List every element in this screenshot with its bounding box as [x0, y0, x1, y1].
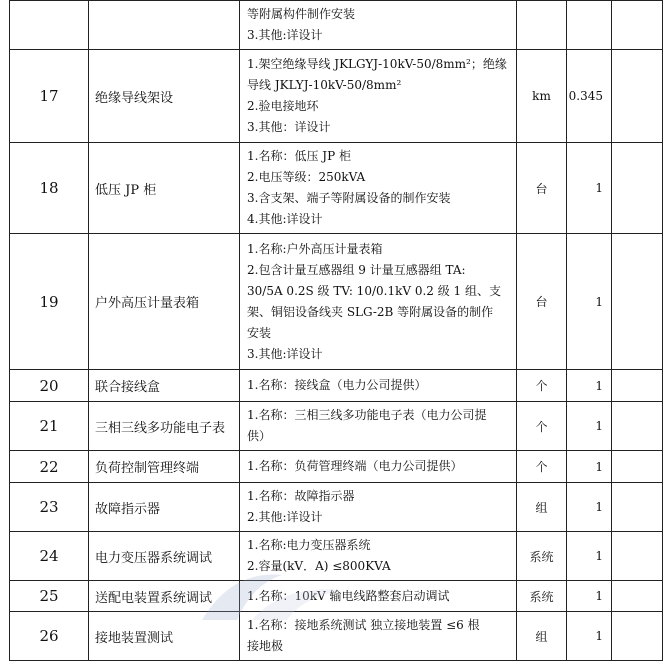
description-line: 1.名称：接线盒（电力公司提供）	[247, 378, 427, 392]
empty-cell	[612, 612, 663, 661]
item-unit: 台	[517, 143, 567, 234]
item-unit: 个	[517, 451, 567, 483]
item-name: 绝缘导线架设	[89, 50, 240, 143]
description-line: 1.名称：接地系统测试 独立接地装置 ≤6 根	[247, 618, 480, 632]
empty-cell	[612, 402, 663, 451]
item-number: 24	[10, 532, 89, 581]
description-line: 3.其他:详设计	[247, 28, 323, 42]
item-number: 23	[10, 483, 89, 532]
description-line: 1.名称：负荷管理终端（电力公司提供）	[247, 459, 463, 473]
table-row	[10, 50, 663, 143]
item-description	[240, 402, 517, 451]
item-quantity: 1	[567, 234, 612, 370]
item-unit: 系统	[517, 532, 567, 581]
table-row	[10, 532, 663, 581]
item-quantity: 1	[567, 143, 612, 234]
description-line: 3.含支架、端子等附属设备的制作安装	[247, 191, 451, 205]
table-row	[10, 483, 663, 532]
description-line: 1.名称：10kV 输电线路整套启动调试	[247, 588, 450, 603]
item-number: 19	[10, 234, 89, 370]
item-quantity: 1	[567, 451, 612, 483]
table-row	[10, 1, 663, 50]
item-name: 故障指示器	[89, 483, 240, 532]
empty-cell	[612, 234, 663, 370]
bill-of-quantities-table	[9, 0, 663, 661]
item-name	[89, 1, 240, 50]
description-line: 2.容量(kV．A) ≤800KVA	[247, 559, 391, 573]
item-name: 三相三线多功能电子表	[89, 402, 240, 451]
table-row	[10, 451, 663, 483]
item-description	[240, 483, 517, 532]
empty-cell	[612, 1, 663, 50]
empty-cell	[612, 143, 663, 234]
item-unit: 系统	[517, 581, 567, 612]
table-body	[10, 1, 663, 661]
description-line: 2.包含计量互感器组 9 计量互感器组 TA:	[247, 262, 466, 277]
description-line: 2.验电接地环	[247, 99, 319, 113]
description-line: 3.其他:详设计	[247, 346, 323, 361]
item-description	[240, 451, 517, 483]
item-name: 联合接线盒	[89, 370, 240, 402]
item-quantity: 1	[567, 370, 612, 402]
item-number	[10, 1, 89, 50]
item-quantity: 0.345	[567, 50, 612, 143]
item-description	[240, 1, 517, 50]
table-row	[10, 402, 663, 451]
item-description	[240, 532, 517, 581]
item-unit	[517, 1, 567, 50]
description-line: 等附属构件制作安装	[247, 7, 356, 21]
item-quantity: 1	[567, 612, 612, 661]
empty-cell	[612, 451, 663, 483]
description-line: 架、铜铝设备线夹 SLG-2B 等附属设备的制作	[247, 304, 494, 319]
item-number: 20	[10, 370, 89, 402]
item-description	[240, 234, 517, 370]
item-description	[240, 581, 517, 612]
empty-cell	[612, 581, 663, 612]
description-line: 1.名称：低压 JP 柜	[247, 149, 351, 163]
item-unit: 组	[517, 483, 567, 532]
item-number: 22	[10, 451, 89, 483]
item-description	[240, 612, 517, 661]
item-quantity: 1	[567, 402, 612, 451]
item-quantity: 1	[567, 581, 612, 612]
item-description	[240, 50, 517, 143]
item-description	[240, 370, 517, 402]
description-line: 安装	[247, 325, 272, 340]
item-name: 电力变压器系统调试	[89, 532, 240, 581]
description-line: 1.架空绝缘导线 JKLGYJ-10kV-50/8mm²；绝缘	[247, 57, 507, 71]
item-number: 17	[10, 50, 89, 143]
empty-cell	[612, 532, 663, 581]
item-description	[240, 143, 517, 234]
item-name: 户外高压计量表箱	[89, 234, 240, 370]
item-number: 18	[10, 143, 89, 234]
description-line: 30/5A 0.2S 级 TV: 10/0.1kV 0.2 级 1 组、支	[247, 283, 501, 298]
item-name: 负荷控制管理终端	[89, 451, 240, 483]
description-line: 4.其他:详设计	[247, 212, 323, 226]
description-line: 2.电压等级：250kVA	[247, 170, 366, 184]
empty-cell	[612, 370, 663, 402]
item-number: 25	[10, 581, 89, 612]
table-row	[10, 581, 663, 612]
item-name: 接地装置测试	[89, 612, 240, 661]
description-line: 1.名称：三相三线多功能电子表（电力公司提	[247, 408, 487, 422]
table-row	[10, 143, 663, 234]
item-number: 26	[10, 612, 89, 661]
empty-cell	[612, 50, 663, 143]
description-line: 3.其他：详设计	[247, 120, 331, 134]
empty-cell	[612, 483, 663, 532]
item-unit: 个	[517, 370, 567, 402]
table-row	[10, 612, 663, 661]
description-line: 1.名称：故障指示器	[247, 489, 355, 503]
item-quantity: 1	[567, 532, 612, 581]
item-quantity	[567, 1, 612, 50]
table-row	[10, 234, 663, 370]
item-unit: 组	[517, 612, 567, 661]
description-line: 接地极	[247, 639, 284, 653]
item-name: 送配电装置系统调试	[89, 581, 240, 612]
item-unit: 个	[517, 402, 567, 451]
description-line: 1.名称:电力变压器系统	[247, 538, 371, 552]
description-line: 2.其他:详设计	[247, 510, 323, 524]
item-name: 低压 JP 柜	[89, 143, 240, 234]
item-number: 21	[10, 402, 89, 451]
table-row	[10, 370, 663, 402]
description-line: 1.名称:户外高压计量表箱	[247, 241, 383, 256]
description-line: 供）	[247, 429, 272, 443]
item-unit: 台	[517, 234, 567, 370]
item-quantity: 1	[567, 483, 612, 532]
description-line: 导线 JKLYJ-10kV-50/8mm²	[247, 78, 402, 92]
item-unit: km	[517, 50, 567, 143]
